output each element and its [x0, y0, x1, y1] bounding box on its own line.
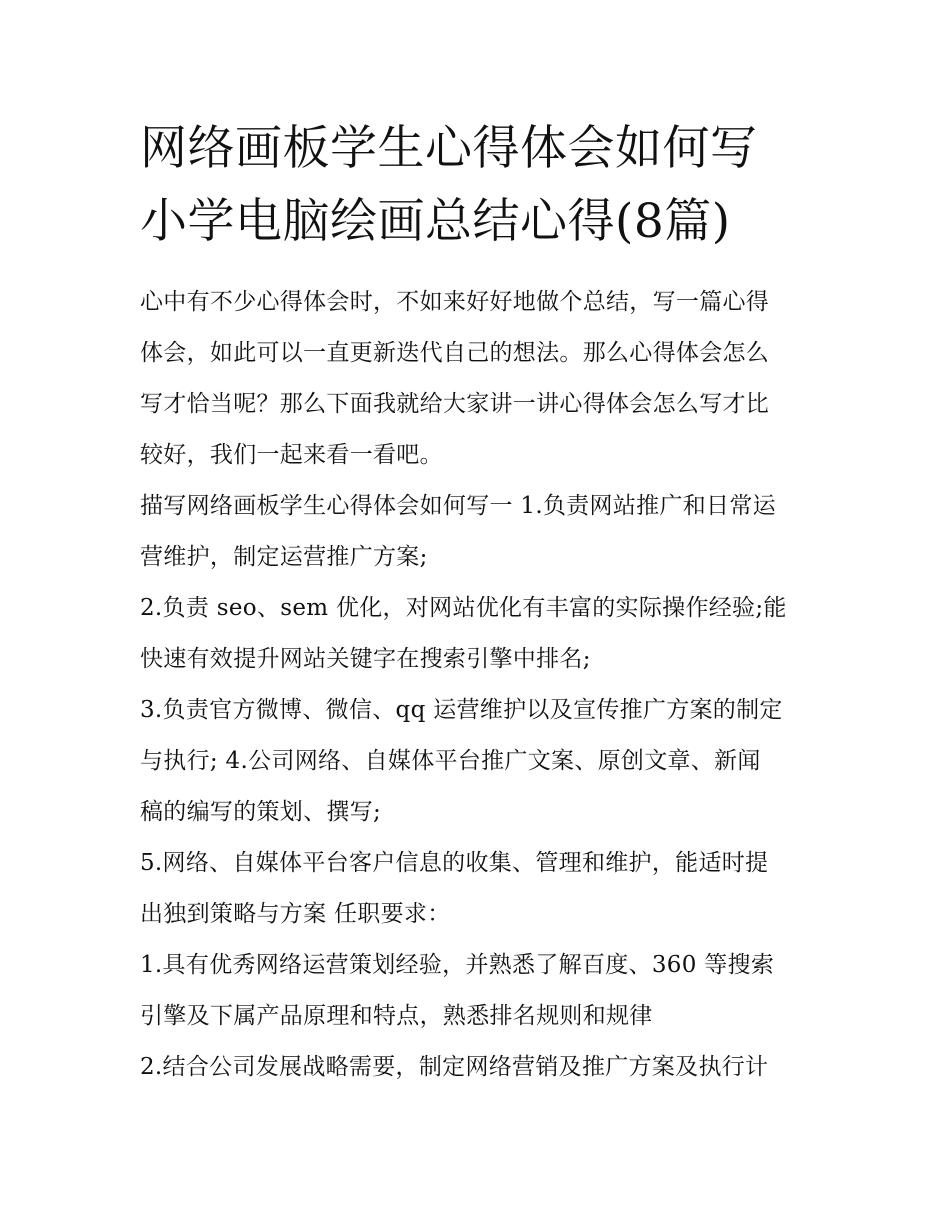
- body-text: [140, 277, 820, 1093]
- text-line: 体会，如此可以一直更新迭代自己的想法。那么心得体会怎么: [140, 340, 770, 366]
- text-line: 较好，我们一起来看一看吧。: [140, 442, 443, 468]
- text-line: 心中有不少心得体会时，不如来好好地做个总结，写一篇心得: [140, 289, 770, 315]
- text-line: 营维护，制定运营推广方案;: [140, 544, 428, 570]
- text-line: 描写网络画板学生心得体会如何写一 1.负责网站推广和日常运: [140, 493, 776, 519]
- text-line: 出独到策略与方案 任职要求：: [140, 901, 451, 927]
- text-line: 2.结合公司发展战略需要，制定网络营销及推广方案及执行计: [140, 1054, 769, 1080]
- title-line: 小学电脑绘画总结心得(8篇): [140, 194, 731, 249]
- text-line: 2.负责 seo、sem 优化，对网站优化有丰富的实际操作经验;能: [140, 595, 787, 621]
- title-line: 网络画板学生心得体会如何写: [140, 121, 758, 176]
- text-line: 5.网络、自媒体平台客户信息的收集、管理和维护，能适时提: [140, 850, 769, 876]
- text-line: 与执行; 4.公司网络、自媒体平台推广文案、原创文章、新闻: [140, 748, 761, 774]
- text-line: 1.具有优秀网络运营策划经验，并熟悉了解百度、360 等搜索: [140, 952, 775, 978]
- text-line: 引擎及下属产品原理和特点，熟悉排名规则和规律: [140, 1003, 653, 1029]
- page-title: [140, 112, 840, 258]
- text-line: 快速有效提升网站关键字在搜索引擎中排名;: [140, 646, 591, 672]
- text-line: 稿的编写的策划、撰写;: [140, 799, 382, 825]
- text-line: 写才恰当呢？那么下面我就给大家讲一讲心得体会怎么写才比: [140, 391, 770, 417]
- text-line: 3.负责官方微博、微信、qq 运营维护以及宣传推广方案的制定: [140, 697, 783, 723]
